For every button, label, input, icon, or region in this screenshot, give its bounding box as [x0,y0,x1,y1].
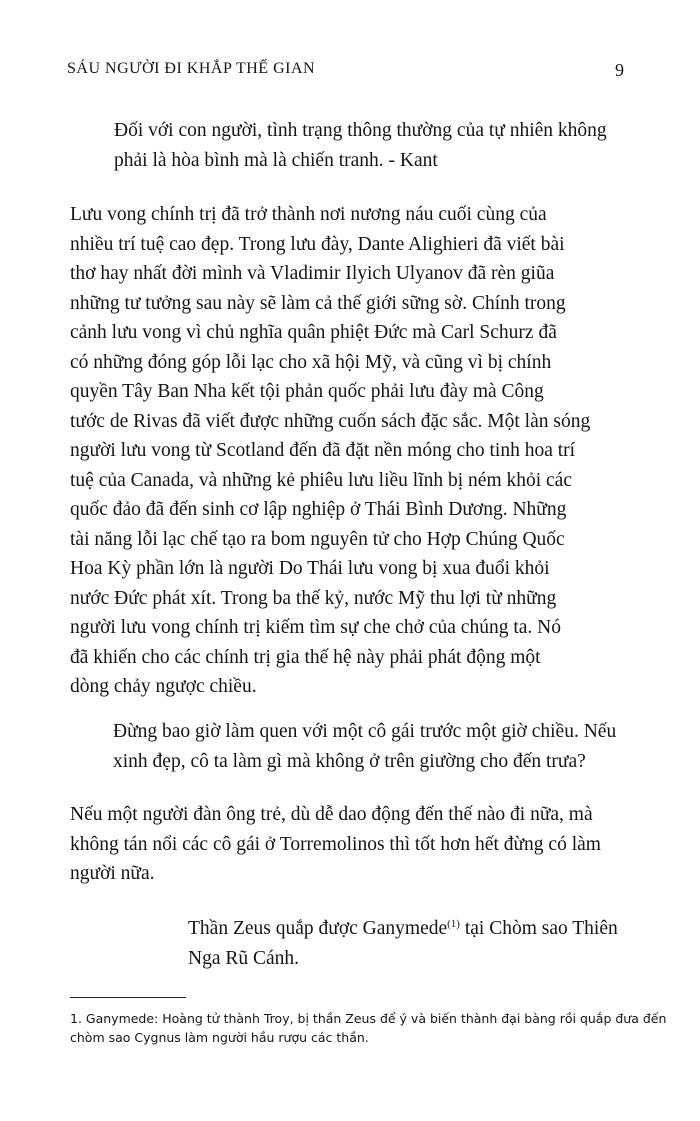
epigraph-zeus [188,910,618,973]
text-line: quyền Tây Ban Nha kết tội phản quốc phải lưu đày mà Công [70,381,544,402]
text-line: Nga Rũ Cánh. [188,947,300,969]
text-line: nước Đức phát xít. Trong ba thế kỷ, nước Mỹ thu lợi từ những [70,587,557,609]
text-span: Thần Zeus quắp được Ganymede [188,918,448,939]
footnote-reference[interactable]: (1) [447,918,460,930]
text-line: không tán nổi các cô gái ở Torremolinos thì tốt hơn hết đừng có làm [70,833,601,855]
text-line: dòng chảy ngược chiều. [70,676,257,697]
epigraph-kant [114,116,607,175]
text-line: phải là hòa bình mà là chiến tranh. - Kant [114,149,438,171]
text-span: tại Chòm sao Thiên [459,918,618,939]
text-line: tuệ của Canada, và những kẻ phiêu lưu liều lĩnh bị ném khỏi các [70,469,572,491]
text-line: nhiều trí tuệ cao đẹp. Trong lưu đày, Dante Alighieri đã viết bài [70,233,565,255]
body-paragraph-exile [70,200,590,702]
text-line: tước de Rivas đã viết được những cuốn sách đặc sắc. Một làn sóng [70,410,591,432]
text-line: tài năng lỗi lạc chế tạo ra bom nguyên tử cho Hợp Chúng Quốc [70,528,565,550]
text-line: cảnh lưu vong vì chủ nghĩa quân phiệt Đức mà Carl Schurz đã [70,322,557,343]
text-line: Đừng bao giờ làm quen với một cô gái trước một giờ chiều. Nếu [113,721,617,742]
text-line: đã khiến cho các chính trị gia thế hệ này phải phát động một [70,646,541,668]
text-line: Nếu một người đàn ông trẻ, dù dễ dao động đến thế nào đi nữa, mà [70,804,593,825]
text-line: Lưu vong chính trị đã trở thành nơi nương náu cuối cùng của [70,204,547,225]
text-line [188,910,618,944]
text-line: người nữa. [70,863,155,884]
running-title: SÁU NGƯỜI ĐI KHẮP THẾ GIAN [67,60,316,77]
epigraph-afternoon [113,717,616,776]
text-line: người lưu vong từ Scotland đến đã đặt nền móng cho tinh hoa trí [70,440,576,461]
footnote-divider [70,997,186,998]
text-line: quốc đảo đã đến sinh cơ lập nghiệp ở Thái Bình Dương. Những [70,499,567,520]
body-paragraph-torremolinos [70,800,601,889]
text-line: người lưu vong chính trị kiếm tìm sự che chở của chúng ta. Nó [70,617,561,638]
page-number: 9 [615,60,624,80]
text-line: Đối với con người, tình trạng thông thường của tự nhiên không [114,120,607,141]
text-line: xinh đẹp, cô ta làm gì mà không ở trên giường cho đến trưa? [113,750,586,772]
footnote-line: 1. Ganymede: Hoàng tử thành Troy, bị thần Zeus để ý và biến thành đại bàng rồi quắp đưa đến [70,1011,667,1026]
footnote-line: chòm sao Cygnus làm người hầu rượu các thần. [70,1030,369,1045]
text-line: những tư tưởng sau này sẽ làm cả thế giới sững sờ. Chính trong [70,292,566,314]
footnote [70,1009,666,1047]
text-line: Hoa Kỳ phần lớn là người Do Thái lưu vong bị xua đuổi khỏi [70,558,550,579]
text-line: có những đóng góp lỗi lạc cho xã hội Mỹ, và cũng vì bị chính [70,351,552,373]
text-line: thơ hay nhất đời mình và Vladimir Ilyich Ulyanov đã rèn giũa [70,263,555,284]
